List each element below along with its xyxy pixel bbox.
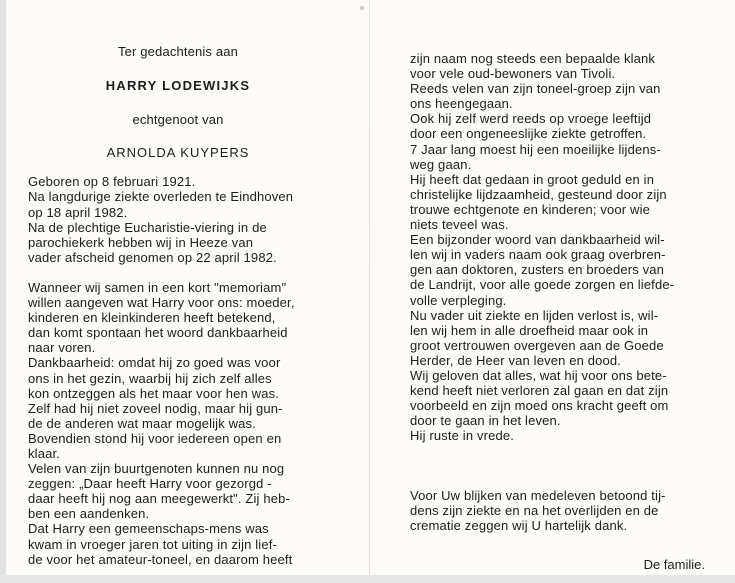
text-line: Zelf had hij niet zoveel nodig, maar hij gun-	[28, 400, 283, 416]
scan-edge-bottom	[0, 575, 735, 583]
text-line: Hij ruste in vrede.	[410, 428, 514, 444]
text-line: Na de plechtige Eucharistie-viering in de	[28, 219, 267, 235]
text-line: christelijke lijdzaamheid, gesteund door zijn	[410, 186, 667, 202]
text-line: Velen van zijn buurtgenoten kunnen nu nog	[28, 461, 285, 477]
text-line: len wij in vaders naam ook graag overbren-	[410, 247, 666, 263]
dedication-line: Ter gedachtenis aan	[118, 44, 238, 59]
text-line: voor vele oud-bewoners van Tivoli.	[410, 66, 616, 82]
text-line: Geboren op 8 februari 1921.	[28, 174, 196, 190]
text-line: Wij geloven dat alles, wat hij voor ons bete-	[410, 367, 667, 383]
text-line: de de anderen wat maar mogelijk was.	[28, 415, 256, 431]
text-line: daar heeft hij nog aan meegewerkt". Zij heb-	[28, 491, 290, 507]
text-line: ons in het gezin, waarbij hij zich zelf alles	[28, 370, 272, 386]
paragraph-gap	[28, 265, 328, 280]
deceased-name: HARRY LODEWIJKS	[105, 78, 251, 94]
text-line: Reeds velen van zijn toneel-groep zijn van	[410, 81, 661, 97]
text-line: Herder, de Heer van leven en dood.	[410, 352, 622, 368]
text-line: Ook hij zelf werd reeds op vroege leeftijd	[410, 111, 652, 127]
text-line: ben een aandenken.	[28, 506, 150, 522]
paper-mark	[360, 6, 364, 10]
text-line: zijn naam nog steeds een bepaalde klank	[410, 51, 656, 66]
text-line: de Landrijt, voor alle goede zorgen en liefde-	[410, 277, 675, 293]
text-line: Hij heeft dat gedaan in groot geduld en in	[410, 171, 655, 187]
text-line: Voor Uw blijken van medeleven betoond tij-	[410, 488, 666, 503]
right-column	[410, 51, 705, 443]
text-line: 7 Jaar lang moest hij een moeilijke lijdens-	[410, 141, 661, 157]
text-line: Bovendien stond hij voor iedereen open en	[28, 430, 282, 446]
card-fold-line	[369, 0, 370, 583]
text-line: kon ontzeggen als het maar voor hen was.	[28, 385, 279, 401]
text-line: parochiekerk hebben wij in Heeze van	[28, 234, 254, 250]
text-line: de voor het amateur-toneel, en daarom heeft	[28, 551, 293, 567]
text-line: Wanneer wij samen in een kort "memoriam"	[28, 279, 287, 295]
text-line: klaar.	[28, 445, 60, 461]
text-line: gen aan doktoren, zusters en broeders van	[410, 262, 665, 278]
text-line: niets teveel was.	[410, 217, 509, 233]
text-line: kend heeft niet verloren zal gaan en dat zijn	[410, 383, 669, 399]
text-line: crematie zeggen wij U hartelijk dank.	[410, 518, 628, 534]
text-line: len wij hem in alle droefheid maar ook in	[410, 322, 649, 338]
text-line: naar voren.	[28, 340, 96, 356]
text-line: volle verpleging.	[410, 292, 507, 308]
text-line: door een ongeneeslijke ziekte getroffen.	[410, 126, 647, 142]
text-line: weg gaan.	[410, 156, 472, 172]
text-line: Dat Harry een gemeenschaps-mens was	[28, 521, 269, 537]
text-line: ons heengegaan.	[410, 96, 513, 112]
text-line: trouwe echtgenote en kinderen; voor wie	[410, 201, 650, 217]
spouse-intro: echtgenoot van	[132, 112, 224, 128]
text-line: Na langdurige ziekte overleden te Eindhoven	[28, 189, 294, 205]
memoriam-text	[28, 280, 328, 567]
text-line: Dankbaarheid: omdat hij zo goed was voor	[28, 355, 281, 371]
text-line: kwam in vroeger jaren tot uiting in zijn lief-	[28, 536, 277, 552]
scan-edge-left	[0, 0, 6, 583]
text-line: Een bijzonder woord van dankbaarheid wil-	[410, 232, 665, 248]
spouse-name: ARNOLDA KUYPERS	[106, 145, 250, 161]
text-line: op 18 april 1982.	[28, 204, 128, 220]
biographical-details	[28, 174, 328, 265]
text-line: kinderen en kleinkinderen heeft betekend,	[28, 310, 276, 326]
text-line: voorbeeld en zijn moed ons kracht geeft om	[410, 398, 669, 414]
text-line: door te gaan in het leven.	[410, 413, 561, 429]
text-line: vader afscheid genomen op 22 april 1982.	[28, 249, 277, 265]
text-line: Nu vader uit ziekte en lijden verlost is, wil-	[410, 307, 659, 323]
text-line: willen aangeven wat Harry voor ons: moeder,	[28, 295, 295, 311]
family-signoff: De familie.	[643, 557, 705, 572]
text-line: dan komt spontaan het woord dankbaarheid	[28, 325, 288, 341]
thanks-paragraph	[410, 488, 705, 533]
text-line: dens zijn ziekte en na het overlijden en de	[410, 503, 659, 519]
left-column	[28, 44, 328, 567]
text-line: groot vertrouwen overgeven aan de Goede	[410, 337, 664, 353]
text-line: zeggen: „Daar heeft Harry voor gezorgd -	[28, 476, 272, 492]
